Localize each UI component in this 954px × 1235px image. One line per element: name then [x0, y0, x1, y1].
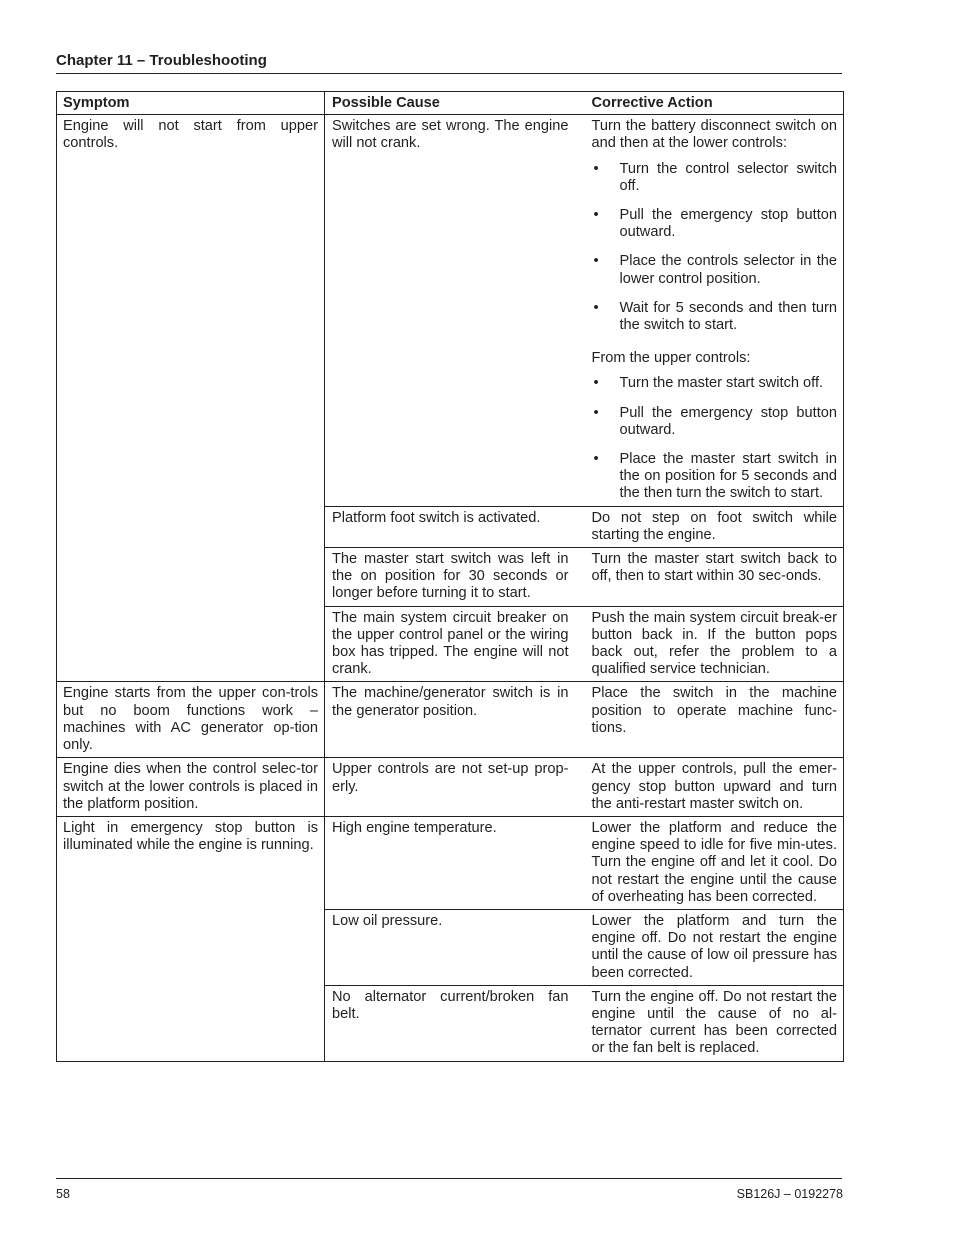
cause-cell: The main system circuit breaker on the upper control panel or the wiring box has tripped. The engine will not crank.	[325, 606, 589, 682]
column-header-symptom: Symptom	[57, 92, 325, 115]
action-text: Turn the battery disconnect switch on and then at the lower controls:	[591, 118, 837, 152]
bullet-list	[592, 375, 838, 502]
bullet-icon: •	[593, 253, 599, 270]
bullet-icon: •	[593, 375, 599, 392]
list-item-text: Pull the emergency stop button outward.	[619, 404, 837, 438]
action-cell: Push the main system circuit break-er button back in. If the button pops back out, refer the problem to a qualified service technician.	[589, 606, 844, 682]
column-header-cause: Possible Cause	[325, 92, 589, 115]
table-header-row	[57, 92, 844, 115]
cause-cell: High engine temperature.	[325, 816, 589, 909]
bullet-list	[592, 161, 838, 335]
list-item-text: Place the controls selector in the lower control position.	[619, 253, 837, 287]
list-item	[592, 451, 838, 503]
list-item-text: Place the master start switch in the on position for 5 seconds and the then turn the switch to start.	[619, 451, 837, 502]
cause-cell: Low oil pressure.	[325, 909, 589, 985]
chapter-heading: Chapter 11 – Troubleshooting	[56, 52, 267, 69]
list-item	[592, 161, 838, 195]
cause-cell: Upper controls are not set-up prop-erly.	[325, 758, 589, 817]
action-cell: At the upper controls, pull the emer-gency stop button upward and turn the anti-restart master switch on.	[589, 758, 844, 817]
action-cell: Turn the master start switch back to off, then to start within 30 sec-onds.	[589, 548, 844, 607]
list-item-text: Pull the emergency stop button outward.	[619, 207, 837, 241]
troubleshooting-table	[56, 91, 844, 1062]
list-item	[592, 300, 838, 334]
action-cell	[589, 115, 844, 506]
cause-cell: Platform foot switch is activated.	[325, 506, 589, 547]
action-cell: Place the switch in the machine position to operate machine func-tions.	[589, 682, 844, 758]
document-id: SB126J – 0192278	[736, 1187, 843, 1201]
action-cell: Lower the platform and reduce the engine speed to idle for five min-utes. Turn the engine off and let it cool. Do not restart the engine until the cause of overheating has been corrected.	[589, 816, 844, 909]
column-header-action: Corrective Action	[589, 92, 844, 115]
footer-rule	[56, 1178, 842, 1179]
table-row	[57, 115, 844, 506]
list-item-text: Turn the control selector switch off.	[619, 160, 837, 194]
bullet-icon: •	[593, 160, 599, 177]
cause-cell: Switches are set wrong. The engine will not crank.	[325, 115, 589, 506]
symptom-cell: Engine dies when the control selec-tor switch at the lower controls is placed in the platform position.	[57, 758, 325, 817]
table-row	[57, 682, 844, 758]
action-cell: Lower the platform and turn the engine off. Do not restart the engine until the cause of low oil pressure has been corrected.	[589, 909, 844, 985]
bullet-icon: •	[593, 207, 599, 224]
bullet-icon: •	[593, 451, 599, 468]
page-number: 58	[56, 1187, 70, 1201]
cause-cell: The machine/generator switch is in the generator position.	[325, 682, 589, 758]
list-item	[592, 375, 838, 392]
action-cell: Turn the engine off. Do not restart the engine until the cause of no al-ternator current has been corrected or the fan belt is replaced.	[589, 985, 844, 1061]
cause-cell: No alternator current/broken fan belt.	[325, 985, 589, 1061]
symptom-cell: Engine will not start from upper controls.	[57, 115, 325, 682]
list-item	[592, 405, 838, 439]
cause-cell: The master start switch was left in the on position for 30 seconds or longer before turning it to start.	[325, 548, 589, 607]
list-item	[592, 253, 838, 287]
symptom-cell: Light in emergency stop button is illuminated while the engine is running.	[57, 816, 325, 1061]
bullet-icon: •	[593, 404, 599, 421]
list-item-text: Wait for 5 seconds and then turn the switch to start.	[619, 299, 837, 334]
action-subheading: From the upper controls:	[591, 350, 751, 367]
list-item	[592, 207, 838, 241]
header-rule	[56, 73, 842, 74]
table-row	[57, 758, 844, 817]
list-item-text: Turn the master start switch off.	[619, 375, 824, 392]
symptom-cell: Engine starts from the upper con-trols but no boom functions work – machines with AC generator op-tion only.	[57, 682, 325, 758]
bullet-icon: •	[593, 299, 599, 316]
table-row	[57, 816, 844, 909]
action-cell: Do not step on foot switch while starting the engine.	[589, 506, 844, 547]
